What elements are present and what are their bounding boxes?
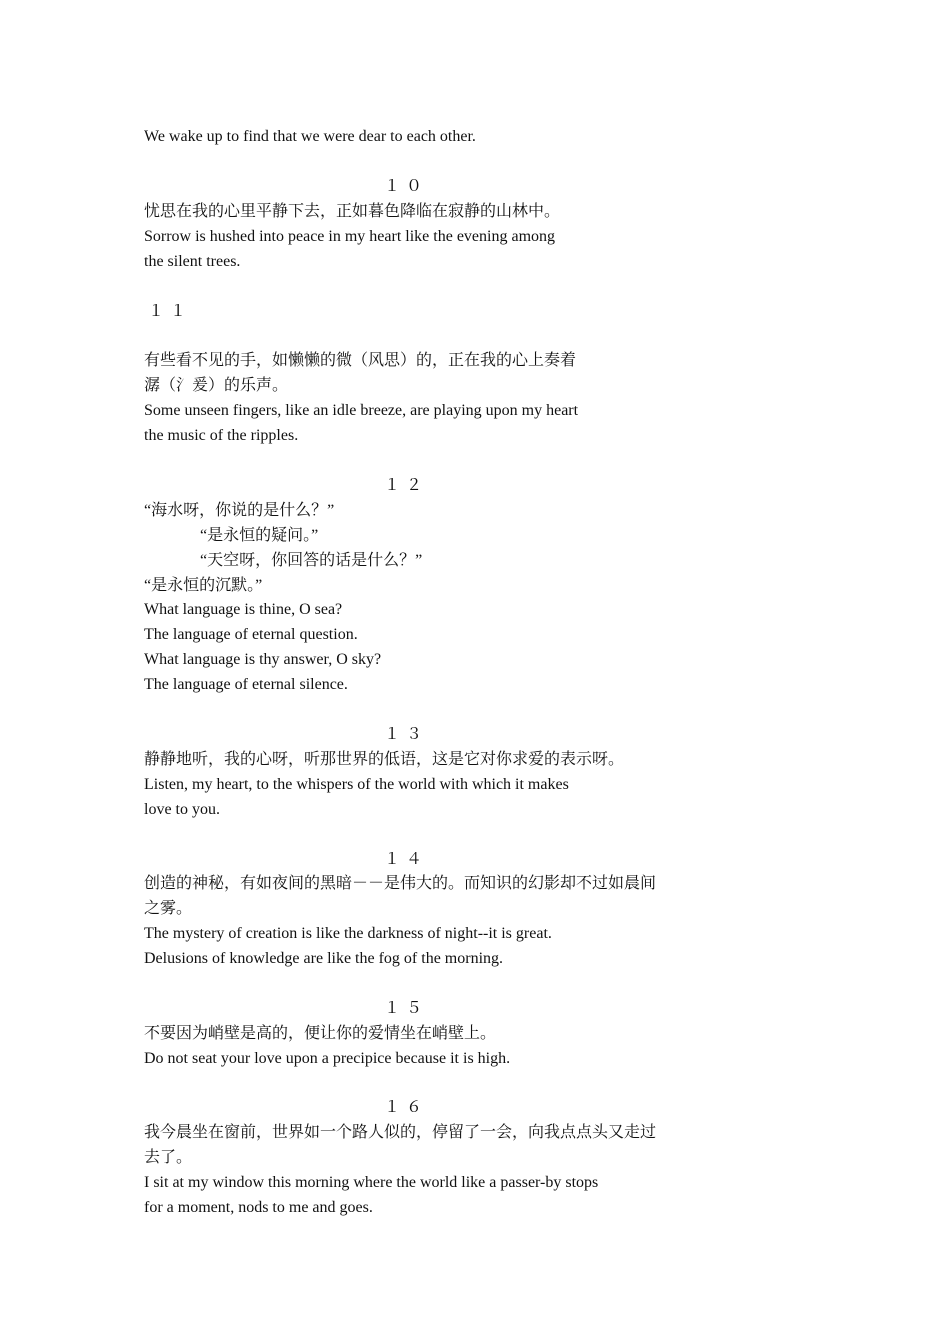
english-line: Do not seat your love upon a precipice because it is high. xyxy=(144,1050,511,1067)
english-line: The mystery of creation is like the darkness of night--it is great. xyxy=(144,925,552,942)
chinese-line: “海水呀，你说的是什么？” xyxy=(144,502,335,519)
english-line: I sit at my window this morning where the world like a passer-by stops xyxy=(144,1174,599,1191)
english-line: Some unseen fingers, like an idle breeze, are playing upon my heart xyxy=(144,402,579,419)
chinese-line: 去了。 xyxy=(144,1149,193,1166)
section-number: １５ xyxy=(384,1000,429,1017)
section-number: １３ xyxy=(384,726,429,743)
chinese-line: 我今晨坐在窗前，世界如一个路人似的，停留了一会，向我点点头又走过 xyxy=(144,1124,657,1141)
english-line: Listen, my heart, to the whispers of the world with which it makes xyxy=(144,776,569,793)
chinese-line: “是永恒的沉默。” xyxy=(144,577,263,594)
chinese-line: 之雾。 xyxy=(144,900,193,917)
english-line: Sorrow is hushed into peace in my heart like the evening among xyxy=(144,228,556,245)
chinese-line: 潺（氵爰）的乐声。 xyxy=(144,377,289,394)
chinese-line: “是永恒的疑问。” xyxy=(200,527,319,544)
section-number: １４ xyxy=(384,851,429,868)
section-number: １１ xyxy=(148,303,193,320)
chinese-line: 有些看不见的手，如懒懒的微（风思）的，正在我的心上奏着 xyxy=(144,352,577,369)
english-line: What language is thy answer, O sky? xyxy=(144,651,382,668)
english-line: for a moment, nods to me and goes. xyxy=(144,1199,373,1216)
english-line: The language of eternal question. xyxy=(144,626,358,643)
section-number: １６ xyxy=(384,1099,429,1116)
chinese-line: 静静地听，我的心呀，听那世界的低语，这是它对你求爱的表示呀。 xyxy=(144,751,625,768)
english-line: the silent trees. xyxy=(144,253,241,270)
section-number: １２ xyxy=(384,477,429,494)
text-line: We wake up to find that we were dear to each other. xyxy=(144,128,476,145)
english-line: the music of the ripples. xyxy=(144,427,299,444)
chinese-line: “天空呀，你回答的话是什么？” xyxy=(200,552,423,569)
chinese-line: 不要因为峭壁是高的，便让你的爱情坐在峭壁上。 xyxy=(144,1025,497,1042)
english-line: What language is thine, O sea? xyxy=(144,601,343,618)
english-line: Delusions of knowledge are like the fog of the morning. xyxy=(144,950,504,967)
english-line: The language of eternal silence. xyxy=(144,676,348,693)
chinese-line: 创造的神秘，有如夜间的黑暗－－是伟大的。而知识的幻影却不过如晨间 xyxy=(144,875,657,892)
english-line: love to you. xyxy=(144,801,220,818)
section-number: １０ xyxy=(384,178,429,195)
chinese-line: 忧思在我的心里平静下去，正如暮色降临在寂静的山林中。 xyxy=(144,203,561,220)
